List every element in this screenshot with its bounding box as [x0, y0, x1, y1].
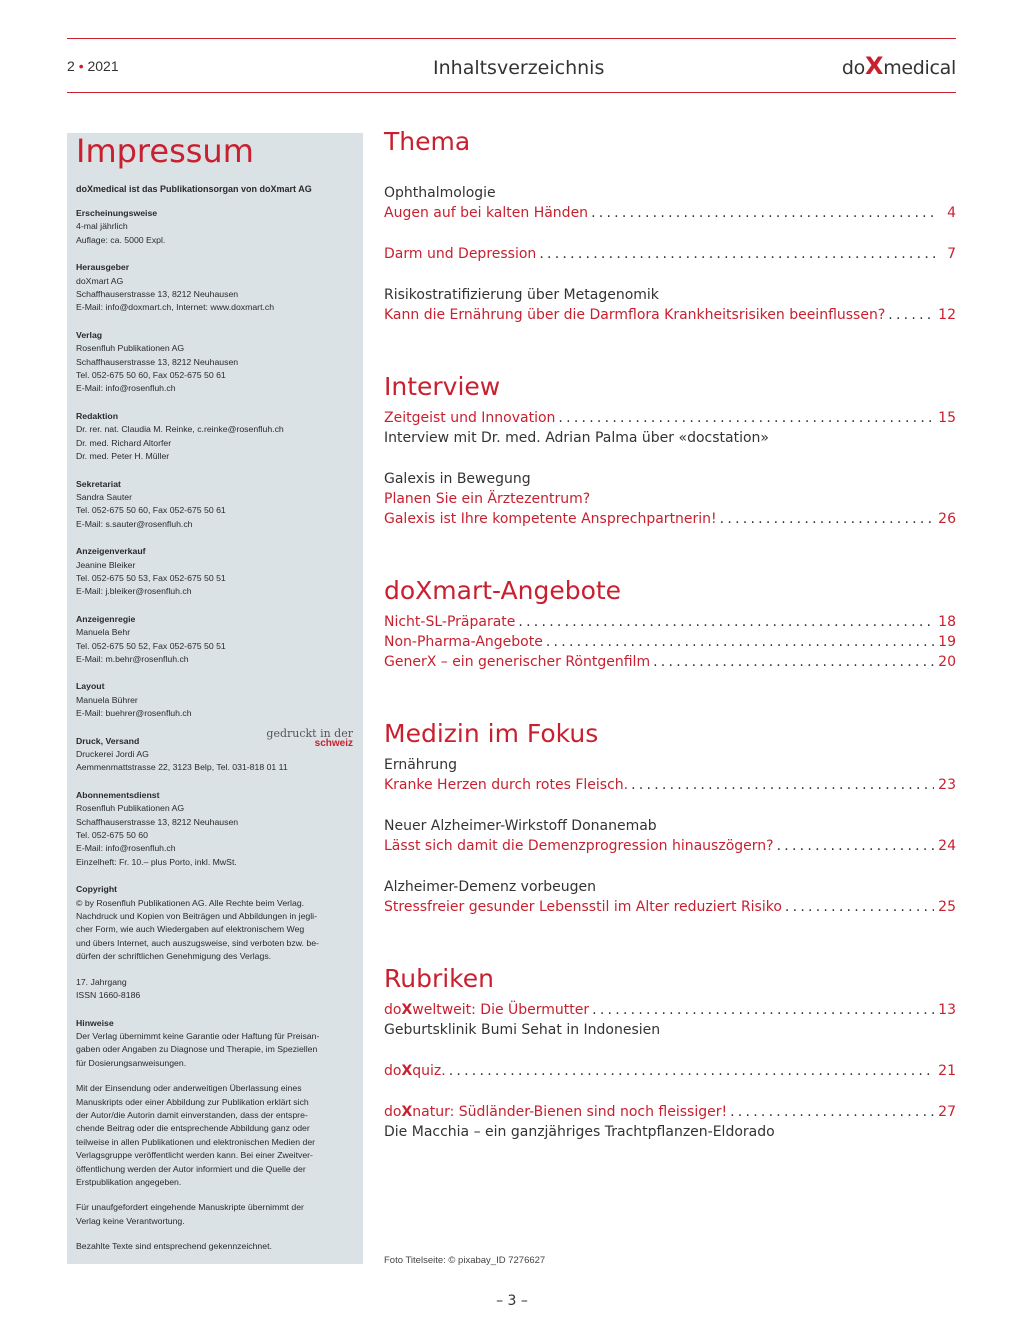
impressum-line: ISSN 1660-8186 — [76, 990, 141, 1001]
impressum-hinweise — [76, 1017, 355, 1071]
impressum-line: Tel. 052-675 50 60 — [76, 830, 148, 841]
impressum-line: Nachdruck und Kopien von Beiträgen und Abbildungen in jegli- — [76, 911, 318, 922]
page-number: – 3 – — [496, 1293, 528, 1309]
impressum-blocks — [76, 207, 355, 1254]
header-top-rule — [67, 38, 956, 39]
impressum-block — [76, 261, 355, 315]
impressum-block — [76, 207, 355, 247]
impressum-line: Druckerei Jordi AG — [76, 749, 149, 759]
toc-entry[interactable]: Alzheimer-Demenz vorbeugen Stressfreier gesunder Lebensstil im Alter reduziert Risiko . . . 25 — [384, 877, 956, 917]
toc-entry[interactable]: Ernährung Kranke Herzen durch rotes Fleisch. . . . 23 — [384, 755, 956, 795]
impressum-heading: Hinweise — [76, 1017, 114, 1028]
impressum-paragraph — [76, 1240, 355, 1253]
impressum-line: Mit der Einsendung oder anderweitigen Überlassung eines — [76, 1083, 302, 1094]
impressum-block — [76, 329, 355, 396]
impressum-line: Erstpublikation angegeben. — [76, 1176, 182, 1187]
section-rubriken — [384, 964, 956, 1142]
impressum-block — [76, 613, 355, 667]
impressum-line: Manuela Bührer — [76, 694, 138, 705]
toc-entry[interactable]: Neuer Alzheimer-Wirkstoff Donanemab Lässt sich damit die Demenzprogression hinauszögern? . . . 24 — [384, 816, 956, 856]
impressum-heading: Abonnementsdienst — [76, 789, 160, 800]
impressum-block — [76, 478, 355, 532]
print-badge-text: gedruckt in der — [266, 726, 353, 740]
section-angebote — [384, 576, 956, 672]
impressum-line: Verlagsgruppe veröffentlicht werden kann. Bei einer Zweitver- — [76, 1150, 313, 1161]
impressum-paragraph — [76, 1082, 355, 1189]
impressum-line: der Autor/die Autorin damit einverstanden, dass der entspre- — [76, 1109, 308, 1120]
impressum-line: Schaffhauserstrasse 13, 8212 Neuhausen — [76, 816, 239, 827]
impressum-block — [76, 789, 355, 869]
impressum-line: für Dosierungsanweisungen. — [76, 1057, 187, 1068]
impressum-block — [76, 883, 355, 963]
impressum-line: Bezahlte Texte sind entsprechend gekennzeichnet. — [76, 1241, 272, 1252]
impressum-line: Verlag keine Verantwortung. — [76, 1215, 185, 1226]
impressum-line: Tel. 052-675 50 60, Fax 052-675 50 61 — [76, 505, 226, 516]
print-badge-country: schweiz — [314, 737, 353, 749]
header-bottom-rule — [67, 92, 956, 93]
toc-entry[interactable]: Galexis in Bewegung Planen Sie ein Ärztezentrum? Galexis ist Ihre kompetente Ansprechpartnerin! . . . 26 — [384, 469, 956, 529]
toc-entry[interactable]: Nicht-SL-Präparate . . . 18 — [384, 612, 956, 632]
impressum-line: und übers Internet, auch auszugsweise, sind verboten bzw. be- — [76, 937, 319, 948]
impressum-line: Dr. rer. nat. Claudia M. Reinke, c.reinke@rosenfluh.ch — [76, 424, 284, 435]
toc-entry[interactable]: Ophthalmologie Augen auf bei kalten Händen . . . 4 — [384, 183, 956, 223]
impressum-line: Sandra Sauter — [76, 491, 133, 502]
impressum-line: Schaffhauserstrasse 13, 8212 Neuhausen — [76, 356, 239, 367]
print-badge — [266, 726, 353, 749]
impressum-line: Für unaufgefordert eingehende Manuskripte übernimmt der — [76, 1202, 304, 1213]
impressum-heading: Layout — [76, 681, 105, 692]
impressum-line: gaben oder Angaben zu Diagnose und Therapie, im Speziellen — [76, 1044, 318, 1055]
impressum-heading: Sekretariat — [76, 478, 121, 489]
section-title: Thema — [384, 127, 471, 156]
section-title: doXmart-Angebote — [384, 576, 622, 605]
impressum-block — [76, 410, 355, 464]
impressum-jahrgang — [76, 976, 355, 1003]
impressum-line: Rosenfluh Publikationen AG — [76, 803, 185, 814]
impressum-block — [76, 680, 355, 720]
issue-label: 2 • 2021 — [67, 58, 119, 74]
impressum-line: Jeanine Bleiker — [76, 559, 136, 570]
impressum-heading: Herausgeber — [76, 262, 130, 273]
section-title: Medizin im Fokus — [384, 719, 599, 748]
impressum-block — [76, 545, 355, 599]
toc-entry[interactable]: GenerX – ein generischer Röntgenfilm . . . 20 — [384, 652, 956, 672]
impressum-heading: Anzeigenregie — [76, 613, 136, 624]
impressum-line: Tel. 052-675 50 60, Fax 052-675 50 61 — [76, 370, 226, 381]
impressum-line: E-Mail: buehrer@rosenfluh.ch — [76, 708, 192, 719]
impressum-heading: Verlag — [76, 329, 103, 340]
impressum-heading: Anzeigenverkauf — [76, 546, 146, 557]
section-fokus — [384, 719, 956, 917]
impressum-line: Dr. med. Richard Altorfer — [76, 437, 172, 448]
toc-entry[interactable]: Zeitgeist und Innovation . . . 15 Interview mit Dr. med. Adrian Palma über «docstation» — [384, 408, 956, 448]
impressum-line: E-Mail: info@doxmart.ch, Internet: www.doxmart.ch — [76, 302, 275, 313]
section-thema — [384, 127, 956, 325]
impressum-block — [76, 726, 355, 775]
section-interview — [384, 372, 956, 529]
impressum-line: Der Verlag übernimmt keine Garantie oder Haftung für Preisan- — [76, 1030, 320, 1041]
impressum-subtitle: doXmedical ist das Publikationsorgan von doXmart AG — [76, 184, 312, 194]
impressum-line: Manuskripts oder einer Abbildung zur Publikation erklärt sich — [76, 1096, 309, 1107]
impressum-line: E-Mail: info@rosenfluh.ch — [76, 843, 176, 854]
toc-entry[interactable]: doXnatur: Südländer-Bienen sind noch fleissiger! . . . 27 Die Macchia – ein ganzjähriges Trachtpflanzen-Eldorado — [384, 1102, 956, 1142]
impressum-line: dürfen der schriftlichen Genehmigung des Verlags. — [76, 951, 272, 962]
photo-credit: Foto Titelseite: © pixabay_ID 7276627 — [384, 1255, 546, 1266]
impressum-line: 4-mal jährlich — [76, 221, 128, 232]
doxmedical-logo: doXmedical — [841, 52, 956, 80]
impressum-line: Tel. 052-675 50 53, Fax 052-675 50 51 — [76, 572, 226, 583]
impressum-line: E-Mail: j.bleiker@rosenfluh.ch — [76, 586, 192, 597]
impressum-title: Impressum — [76, 132, 254, 170]
impressum-line: Manuela Behr — [76, 627, 131, 638]
impressum-line: Schaffhauserstrasse 13, 8212 Neuhausen — [76, 289, 239, 300]
impressum-line: E-Mail: info@rosenfluh.ch — [76, 383, 176, 394]
impressum-line: cher Form, wie auch Wiedergaben auf elektronischem Weg — [76, 924, 305, 935]
impressum-line: Tel. 052-675 50 52, Fax 052-675 50 51 — [76, 640, 226, 651]
impressum-heading: Redaktion — [76, 410, 118, 421]
impressum-heading: Copyright — [76, 884, 118, 895]
impressum-line: © by Rosenfluh Publikationen AG. Alle Rechte beim Verlag. — [76, 897, 305, 908]
section-title: Interview — [384, 372, 501, 401]
impressum-line: E-Mail: m.behr@rosenfluh.ch — [76, 653, 189, 664]
impressum-line: 17. Jahrgang — [76, 976, 127, 987]
impressum-line: Einzelheft: Fr. 10.– plus Porto, inkl. MwSt. — [76, 856, 237, 867]
impressum-line: Auflage: ca. 5000 Expl. — [76, 234, 166, 245]
impressum-line: teilweise in allen Publikationen und elektronischen Medien der — [76, 1136, 316, 1147]
impressum-line: Dr. med. Peter H. Müller — [76, 451, 170, 462]
impressum-line: doXmart AG — [76, 275, 124, 286]
impressum-line: öffentlichung werden der Autor informiert und die Quelle der — [76, 1163, 306, 1174]
impressum-line: Rosenfluh Publikationen AG — [76, 343, 185, 354]
impressum-paragraph — [76, 1201, 355, 1228]
toc-entry[interactable]: doXweltweit: Die Übermutter . . . 13 Geburtsklinik Bumi Sehat in Indonesien — [384, 1000, 956, 1040]
section-title: Rubriken — [384, 964, 494, 993]
toc-entry[interactable]: Darm und Depression . . . 7 — [384, 244, 956, 264]
impressum-line: chende Beitrag oder die entsprechende Abbildung ganz oder — [76, 1123, 310, 1134]
impressum-heading: Erscheinungsweise — [76, 208, 158, 218]
toc-entry[interactable]: Risikostratifizierung über Metagenomik Kann die Ernährung über die Darmflora Krankheitsrisiken beeinflussen? . . . 12 — [384, 285, 956, 325]
impressum-line: E-Mail: s.sauter@rosenfluh.ch — [76, 518, 193, 529]
impressum-heading: Druck, Versand — [76, 735, 140, 746]
toc-entry[interactable]: Non-Pharma-Angebote . . . 19 — [384, 632, 956, 652]
toc-entry[interactable]: doXquiz. . . . 21 — [384, 1061, 956, 1081]
impressum-line: Aemmenmattstrasse 22, 3123 Belp, Tel. 031-818 01 11 — [76, 762, 288, 773]
page-title: Inhaltsverzeichnis — [433, 57, 605, 79]
impressum-box — [67, 133, 363, 1264]
